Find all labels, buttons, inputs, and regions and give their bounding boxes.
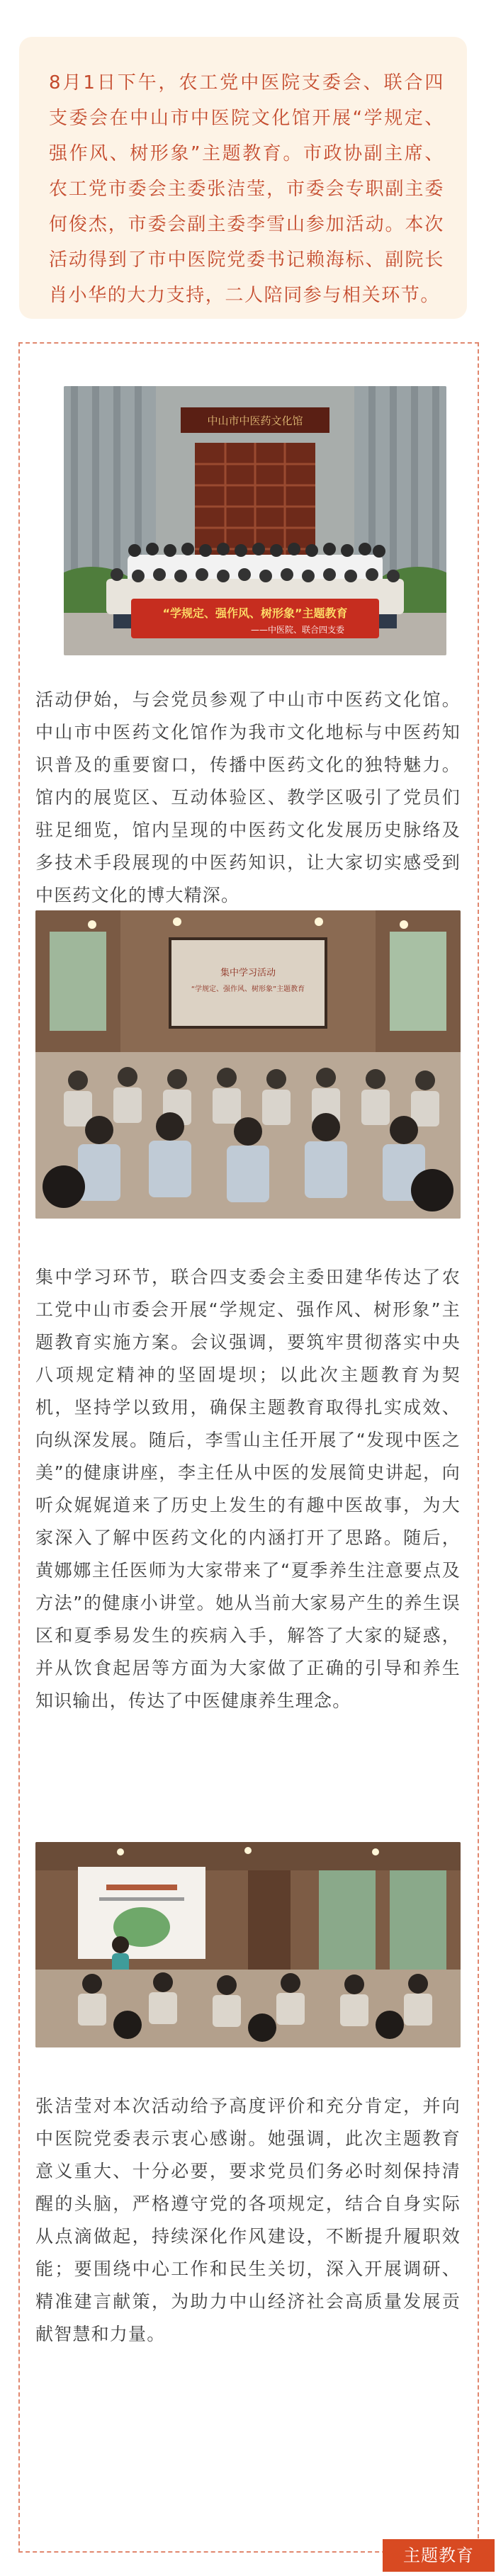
meeting-photo <box>35 910 461 1219</box>
topic-tag[interactable]: 主题教育 <box>383 2539 495 2572</box>
screen-subtitle: “学规定、强作风、树形象”主题教育 <box>191 985 305 993</box>
paragraph-closing-remarks: 张洁莹对本次活动给予高度评价和充分肯定，并向中医院党委表示衷心感谢。她强调，此次主题教育意义重大、十分必要，要求党员们务必时刻保持清醒的头脑，严格遵守党的各项规定，结合自身实际从点滴做起，持续深化作风建设，不断提升履职效能；要围绕中心工作和民生关切，深入开展调研、精准建言献策，为助力中山经济社会高质量发展贡献智慧和力量。 <box>35 2096 461 2344</box>
intro-text: 8月1日下午，农工党中医院支委会、联合四支委会在中山市中医院文化馆开展“学规定、强作风、树形象”主题教育。市政协副主席、农工党市委会主委张洁莹，市委会专职副主委何俊杰，市委会副主委李雪山参加活动。本次活动得到了市中医院党委书记赖海标、副院长肖小华的大力支持，二人陪同参与相关环节。 <box>49 72 444 306</box>
banner-subtitle: ——中医院、联合四支委 <box>250 625 345 635</box>
intro-block <box>19 37 467 319</box>
building-sign: 中山市中医药文化馆 <box>207 414 303 427</box>
banner-title: “学规定、强作风、树形象”主题教育 <box>162 606 348 620</box>
lecture-photo <box>35 1842 461 2047</box>
screen-title: 集中学习活动 <box>220 968 276 978</box>
group-photo <box>64 386 446 655</box>
paragraph-study-session: 集中学习环节，联合四支委会主委田建华传达了农工党中山市委会开展“学规定、强作风、树形象”主题教育实施方案。会议强调，要筑牢贯彻落实中央八项规定精神的坚固堤坝；以此次主题教育为契机，坚持学以致用，确保主题教育取得扎实成效、向纵深发展。随后，李雪山主任开展了“发现中医之美”的健康讲座，李主任从中医的发展简史讲起，向听众娓娓道来了历史上发生的有趣中医故事，为大家深入了解中医药文化的内涵打开了思路。随后，黄娜娜主任医师为大家带来了“夏季养生注意要点及方法”的健康小讲堂。她从当前大家易产生的养生误区和夏季易发生的疾病入手，解答了大家的疑惑，并从饮食起居等方面为大家做了正确的引导和养生知识输出，传达了中医健康养生理念。 <box>35 1267 461 1711</box>
paragraph-museum-visit: 活动伊始，与会党员参观了中山市中医药文化馆。中山市中医药文化馆作为我市文化地标与中医药知识普及的重要窗口，传播中医药文化的独特魅力。馆内的展览区、互动体验区、教学区吸引了党员们驻足细览，馆内呈现的中医药文化发展历史脉络及多技术手段展现的中医药知识，让大家切实感受到中医药文化的博大精深。 <box>35 689 461 905</box>
